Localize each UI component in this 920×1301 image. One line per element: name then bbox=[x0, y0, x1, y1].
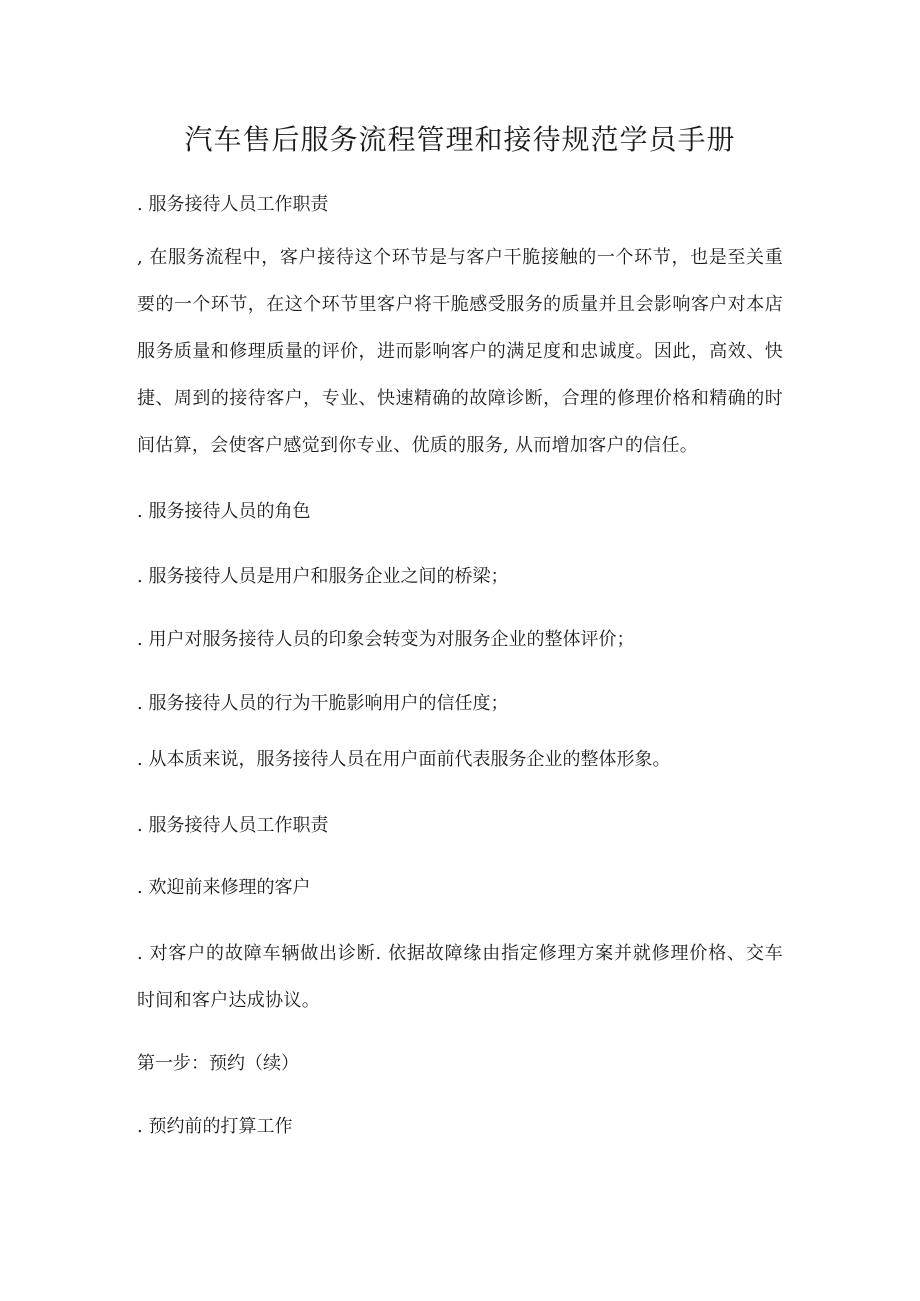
duty-welcome-customer: . 欢迎前来修理的客户 bbox=[137, 877, 311, 898]
heading-service-duties-2: . 服务接待人员工作职责 bbox=[137, 815, 329, 836]
step-one-heading: 第一步：预约（续） bbox=[137, 1053, 299, 1074]
role-item-bridge: . 服务接待人员是用户和服务企业之间的桥梁； bbox=[137, 566, 509, 587]
pre-appointment-heading: . 预约前的打算工作 bbox=[137, 1116, 293, 1137]
document-title: 汽车售后服务流程管理和接待规范学员手册 bbox=[184, 123, 736, 156]
intro-paragraph: , 在服务流程中，客户接待这个环节是与客户干脆接触的一个环节，也是至关重要的一个环节，在这个环节里客户将干脆感受服务的质量并且会影响客户对本店服务质量和修理质量的评价，进而影响客户的满足度和忠诚度。因此，高效、快捷、周到的接待客户，专业、快速精确的故障诊断，合理的修理价格和精确的时间估算，会使客户感觉到你专业、优质的服务, 从而增加客户的信任。 bbox=[137, 247, 783, 456]
role-item-trust: . 服务接待人员的行为干脆影响用户的信任度； bbox=[137, 693, 509, 714]
duty-diagnosis-paragraph: . 对客户的故障车辆做出诊断. 依据故障缘由指定修理方案并就修理价格、交车时间和客户达成协议。 bbox=[137, 943, 783, 1011]
role-item-image: . 从本质来说，服务接待人员在用户面前代表服务企业的整体形象。 bbox=[137, 749, 671, 770]
role-item-impression: . 用户对服务接待人员的印象会转变为对服务企业的整体评价； bbox=[137, 629, 635, 650]
heading-service-role: . 服务接待人员的角色 bbox=[137, 501, 311, 522]
heading-service-duties: . 服务接待人员工作职责 bbox=[137, 194, 329, 215]
